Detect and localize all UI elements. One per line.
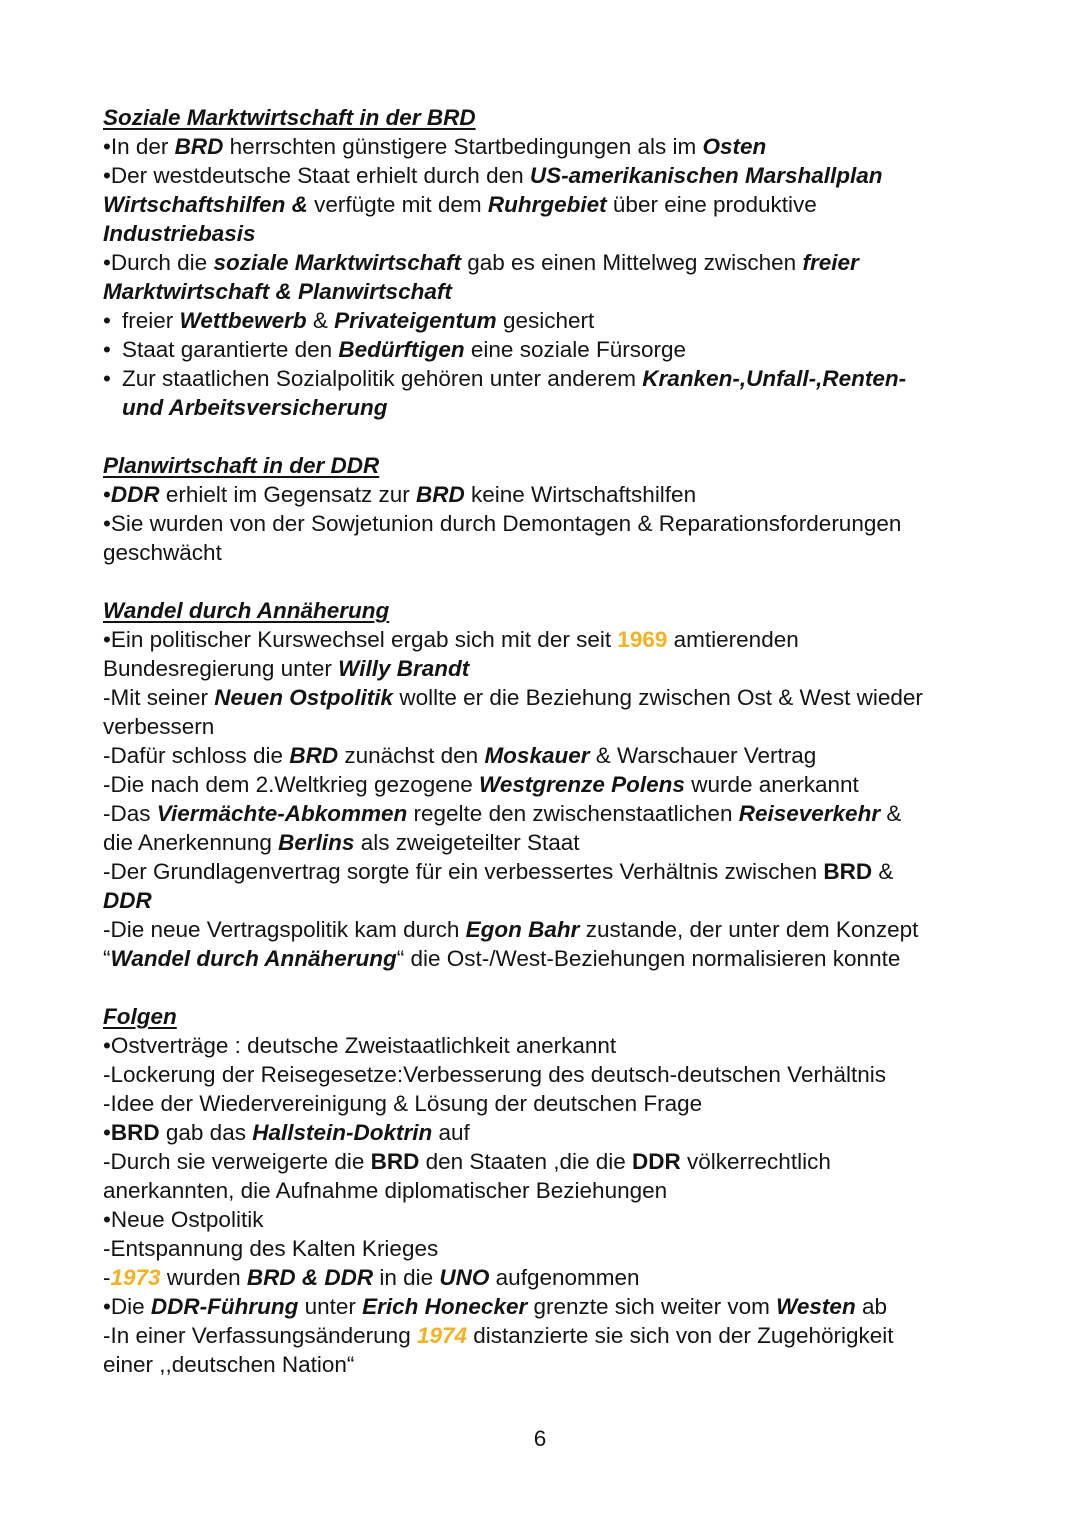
bullet-icon: •: [103, 308, 111, 333]
text: & Warschauer Vertrag: [589, 743, 817, 768]
emph: Wettbewerb: [179, 308, 307, 333]
text-line: [103, 857, 1003, 886]
text: -Mit seiner: [103, 685, 215, 710]
text-line: [103, 1147, 1003, 1176]
text: eine soziale Fürsorge: [464, 337, 687, 362]
text-line: [103, 393, 1003, 422]
emph: Privateigentum: [334, 308, 497, 333]
emph: DDR: [103, 888, 152, 913]
page-content: [103, 103, 1003, 1379]
emph: Ruhrgebiet: [487, 192, 607, 217]
section-heading-wandel: [103, 596, 1003, 625]
text-line: [103, 219, 1003, 248]
text-line: [103, 683, 1003, 712]
text-line: [103, 828, 1003, 857]
text: -Der Grundlagenvertrag sorgte für ein verbessertes Verhältnis zwischen: [103, 859, 824, 884]
text: gab es einen Mittelweg zwischen: [461, 250, 803, 275]
text-line: [103, 161, 1003, 190]
emph: UNO: [439, 1265, 490, 1290]
text: &: [306, 308, 335, 333]
bullet-icon: •: [103, 337, 111, 362]
emph: Egon Bahr: [465, 917, 580, 942]
emph: Kranken-,Unfall-,Renten-: [642, 366, 907, 391]
emph: DDR-Führung: [150, 1294, 299, 1319]
text: -Entspannung des Kalten Krieges: [103, 1236, 439, 1261]
emph: Bedürftigen: [338, 337, 465, 362]
text-line: [103, 886, 1003, 915]
emph: Westgrenze Polens: [479, 772, 685, 797]
section-heading-folgen: [103, 1002, 1003, 1031]
heading-text: Planwirtschaft in der DDR: [103, 453, 380, 478]
text: -Idee der Wiedervereinigung & Lösung der deutschen Frage: [103, 1091, 703, 1116]
bullet-icon: •: [103, 366, 111, 391]
text: zunächst den: [338, 743, 485, 768]
text: •: [103, 482, 111, 507]
bullet-item: [103, 364, 1003, 393]
text-line: [103, 1118, 1003, 1147]
text: geschwächt: [103, 540, 222, 565]
heading-text: Folgen: [103, 1004, 177, 1029]
text: den Staaten ,die die: [419, 1149, 633, 1174]
emph: BRD: [110, 1120, 160, 1145]
text: •Ein politischer Kurswechsel ergab sich mit der seit: [103, 627, 618, 652]
page-number: 6: [533, 1426, 547, 1451]
text: über eine produktive: [606, 192, 817, 217]
text-line: [103, 1292, 1003, 1321]
text: •Die: [103, 1294, 151, 1319]
text: -Das: [103, 801, 157, 826]
emph: Osten: [702, 134, 767, 159]
text: keine Wirtschaftshilfen: [464, 482, 697, 507]
text: -Dafür schloss die: [103, 743, 290, 768]
text: in die: [373, 1265, 440, 1290]
text-line: [103, 1176, 1003, 1205]
text: gab das: [159, 1120, 253, 1145]
section-heading-soziale-marktwirtschaft: [103, 103, 1003, 132]
text: “: [103, 946, 111, 971]
emph: Westen: [776, 1294, 856, 1319]
text-line: [103, 277, 1003, 306]
text-line: [103, 509, 1003, 538]
emph: Erich Honecker: [362, 1294, 528, 1319]
text: -In einer Verfassungsänderung: [103, 1323, 417, 1348]
emph: soziale Marktwirtschaft: [213, 250, 462, 275]
text: erhielt im Gegensatz zur: [159, 482, 416, 507]
text: •Der westdeutsche Staat erhielt durch den: [103, 163, 530, 188]
text: wurde anerkannt: [684, 772, 859, 797]
text-line: [103, 190, 1003, 219]
text: auf: [432, 1120, 470, 1145]
text: -Die neue Vertragspolitik kam durch: [103, 917, 466, 942]
text: die Anerkennung: [103, 830, 279, 855]
text: zustande, der unter dem Konzept: [579, 917, 919, 942]
text: ab: [855, 1294, 887, 1319]
emph: Wandel durch Annäherung: [110, 946, 397, 971]
text-line: [103, 1089, 1003, 1118]
emph: Berlins: [278, 830, 355, 855]
text: gesichert: [496, 308, 595, 333]
text-line: [103, 915, 1003, 944]
text: amtierenden: [667, 627, 799, 652]
emph: Hallstein-Doktrin: [252, 1120, 433, 1145]
text: einer ,,deutschen Nation“: [103, 1352, 355, 1377]
text: “ die Ost-/West-Beziehungen normalisieren konnte: [396, 946, 901, 971]
emph: und Arbeitsversicherung: [122, 395, 388, 420]
emph: BRD: [370, 1149, 420, 1174]
text-line: [103, 770, 1003, 799]
emph: BRD: [823, 859, 873, 884]
text: •Ostverträge : deutsche Zweistaatlichkeit anerkannt: [103, 1033, 617, 1058]
emph: freier: [802, 250, 859, 275]
emph: Neuen Ostpolitik: [214, 685, 394, 710]
text-line: [103, 741, 1003, 770]
emph: BRD & DDR: [246, 1265, 374, 1290]
text: •In der: [103, 134, 175, 159]
year-highlight: 1973: [110, 1265, 161, 1290]
emph: DDR: [110, 482, 160, 507]
text: grenzte sich weiter vom: [527, 1294, 777, 1319]
heading-text: Wandel durch Annäherung: [103, 598, 390, 623]
text: &: [880, 801, 902, 826]
text: &: [872, 859, 894, 884]
text: •Neue Ostpolitik: [103, 1207, 264, 1232]
text: wurden: [160, 1265, 247, 1290]
emph: DDR: [632, 1149, 681, 1174]
text-line: [103, 712, 1003, 741]
section-heading-planwirtschaft: [103, 451, 1003, 480]
year-highlight: 1969: [617, 627, 668, 652]
text: unter: [298, 1294, 363, 1319]
text-line: [103, 1234, 1003, 1263]
text: •: [103, 1120, 111, 1145]
emph: Willy Brandt: [338, 656, 470, 681]
text: herrschten günstigere Startbedingungen als im: [223, 134, 703, 159]
emph: BRD: [416, 482, 465, 507]
text: wollte er die Beziehung zwischen Ost & West wieder: [393, 685, 923, 710]
emph: BRD: [174, 134, 224, 159]
text: -Durch sie verweigerte die: [103, 1149, 371, 1174]
text-line: [103, 480, 1003, 509]
text: anerkannten, die Aufnahme diplomatischer Beziehungen: [103, 1178, 668, 1203]
text-line: [103, 799, 1003, 828]
text: distanzierte sie sich von der Zugehörigkeit: [467, 1323, 894, 1348]
text: als zweigeteilter Staat: [354, 830, 580, 855]
text: aufgenommen: [489, 1265, 640, 1290]
emph: Marktwirtschaft & Planwirtschaft: [103, 279, 452, 304]
text: verfügte mit dem: [307, 192, 488, 217]
text: -Die nach dem 2.Weltkrieg gezogene: [103, 772, 480, 797]
text-line: [103, 1060, 1003, 1089]
text-line: [103, 248, 1003, 277]
text: Bundesregierung unter: [103, 656, 339, 681]
text-line: [103, 1350, 1003, 1379]
text: •Durch die: [103, 250, 214, 275]
text-line: [103, 1031, 1003, 1060]
text-line: [103, 944, 1003, 973]
text: völkerrechtlich: [680, 1149, 831, 1174]
emph: Industriebasis: [103, 221, 256, 246]
text-line: [103, 1321, 1003, 1350]
bullet-item: [103, 335, 1003, 364]
year-highlight: 1974: [416, 1323, 468, 1348]
text: •Sie wurden von der Sowjetunion durch Demontagen & Reparationsforderungen: [103, 511, 902, 536]
bullet-item: [103, 306, 1003, 335]
text: -Lockerung der Reisegesetze:Verbesserung des deutsch-deutschen Verhältnis: [103, 1062, 886, 1087]
text-line: [103, 1205, 1003, 1234]
text-line: [103, 538, 1003, 567]
emph: US-amerikanischen Marshallplan: [529, 163, 883, 188]
text: verbessern: [103, 714, 215, 739]
text: -: [103, 1265, 111, 1290]
text-line: [103, 654, 1003, 683]
text: freier: [122, 308, 180, 333]
emph: Moskauer: [484, 743, 590, 768]
emph: Reiseverkehr: [738, 801, 881, 826]
heading-text: Soziale Marktwirtschaft in der BRD: [103, 105, 476, 130]
text: Zur staatlichen Sozialpolitik gehören unter anderem: [122, 366, 643, 391]
emph: Viermächte-Abkommen: [156, 801, 408, 826]
text-line: [103, 625, 1003, 654]
text: Staat garantierte den: [122, 337, 339, 362]
text-line: [103, 1263, 1003, 1292]
emph: BRD: [289, 743, 339, 768]
text-line: [103, 132, 1003, 161]
text: regelte den zwischenstaatlichen: [407, 801, 739, 826]
emph: Wirtschaftshilfen &: [103, 192, 308, 217]
